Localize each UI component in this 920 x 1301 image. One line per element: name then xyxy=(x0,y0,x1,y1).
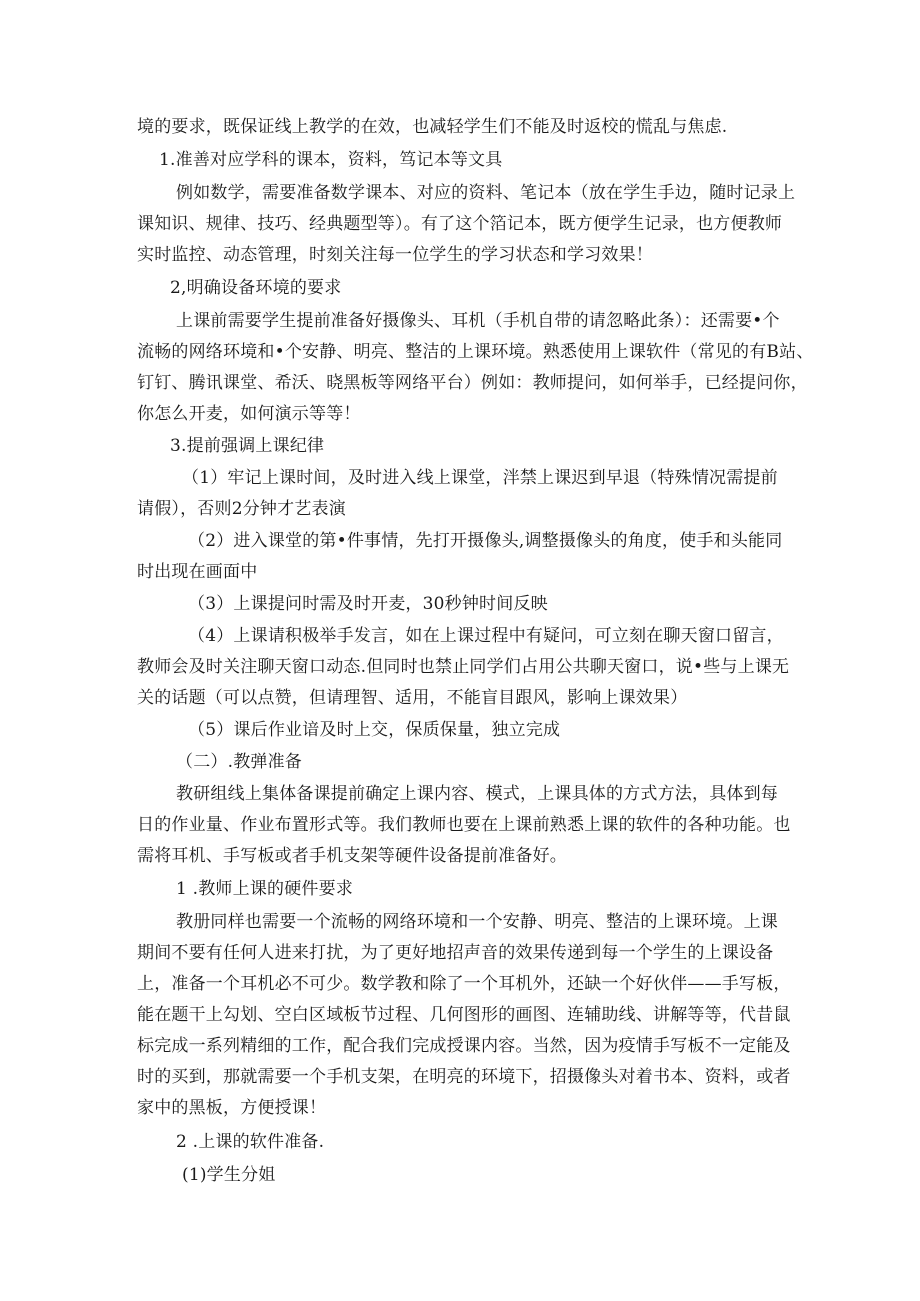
body-line: 家中的黑板，方便授课！ xyxy=(137,1098,327,1118)
body-line: 境的要求，既保证线上教学的在效，也减轻学生们不能及时返校的慌乱与焦虑. xyxy=(137,117,728,137)
section-heading: 1 .教师上课的硬件要求 xyxy=(176,879,354,899)
list-item: （4）上课请积极举手发言，如在上课过程中有疑问，可立刻在聊天窗口留言， xyxy=(188,626,784,646)
body-line: 关的话题（可以点赞，但请理智、适用，不能盲目跟风，影响上课效果） xyxy=(137,688,688,708)
body-line: 你怎么开麦，如何演示等等！ xyxy=(137,404,361,424)
section-heading: 2 .上课的软件准备. xyxy=(176,1132,325,1152)
body-line: 需将耳机、手写板或者手机支架等硬件设备提前准备好。 xyxy=(137,846,567,866)
list-item: （1）牢记上课时间，及时进入线上课堂，泮禁上课迟到早退（特殊情况需提前 xyxy=(182,468,778,488)
list-item: （2）进入课堂的第•件事情，先打开摄像头,调整摄像头的角度，使手和头能同 xyxy=(188,531,783,551)
body-line: 流畅的网络环境和•个安静、明亮、整洁的上课环境。熟悉使用上课软件（常见的有B站、 xyxy=(137,342,814,362)
body-line: 请假），否则2分钟才艺表演 xyxy=(137,499,346,519)
body-line: 例如数学，需要准备数学课本、对应的资料、笔记本（放在学生手边，随时记录上 xyxy=(176,183,796,203)
body-line: 教师会及时关注聊天窗口动态.但同时也禁止同学们占用公共聊天窗口，说•些与上课无 xyxy=(137,657,790,677)
body-line: 期间不要有任何人进来打扰，为了更好地招声音的效果传递到每一个学生的上课设备 xyxy=(137,943,774,963)
body-line: 实时监控、动态管理，时刻关注每一位学生的学习状态和学习效果！ xyxy=(137,245,653,265)
section-heading: 2,明确设备环境的要求 xyxy=(170,278,342,298)
body-line: 教研组线上集体备课提前确定上课内容、模式，上课具体的方式方法，具体到每 xyxy=(176,784,778,804)
body-line: 时的买到，那就需要一个手机支架，在明亮的环境下，招摄像头对着书本、资料，或者 xyxy=(137,1067,791,1087)
body-line: 能在题干上勾划、空白区域板节过程、几何图形的画图、连辅助线、讲解等等，代昔鼠 xyxy=(137,1005,791,1025)
body-line: 上课前需要学生提前准备好摄像头、耳机（手机自带的请忽略此条）：还需要•个 xyxy=(176,311,780,331)
body-line: 钉钉、腾讯课堂、希沃、晓黑板等网络平台）例如：教师提问，如何举手，已经提问你， xyxy=(137,373,808,393)
body-line: 日的作业量、作业布置形式等。我们教师也要在上课前熟悉上课的软件的各种功能。也 xyxy=(137,815,791,835)
body-line: 上，准备一个耳机必不可少。数学教和除了一个耳机外，还缺一个好伙伴——手写板， xyxy=(137,974,791,994)
body-line: 课知识、规律、技巧、经典题型等）。有了这个箔记本，既方便学生记录，也方便教师 xyxy=(137,214,783,234)
section-heading: 1.准善对应学科的课本，资料，笃记本等文具 xyxy=(159,150,503,170)
body-line: 教册同样也需要一个流畅的网络环境和一个安静、明亮、整洁的上课环境。上课 xyxy=(176,912,778,932)
list-item: （5）课后作业谙及时上交，保质保量，独立完成 xyxy=(188,720,561,740)
body-line: 标完成一系列精细的工作，配合我们完成授课内容。当然，因为疫情手写板不一定能及 xyxy=(137,1036,791,1056)
list-item: （3）上课提问时需及时开麦，30秒钟时间反映 xyxy=(188,594,548,614)
list-item: (1)学生分姐 xyxy=(182,1165,276,1185)
body-line: 时出现在画面中 xyxy=(137,562,258,582)
section-heading: （二）.教弹准备 xyxy=(176,752,303,772)
section-heading: 3.提前强调上课纪律 xyxy=(170,436,325,456)
